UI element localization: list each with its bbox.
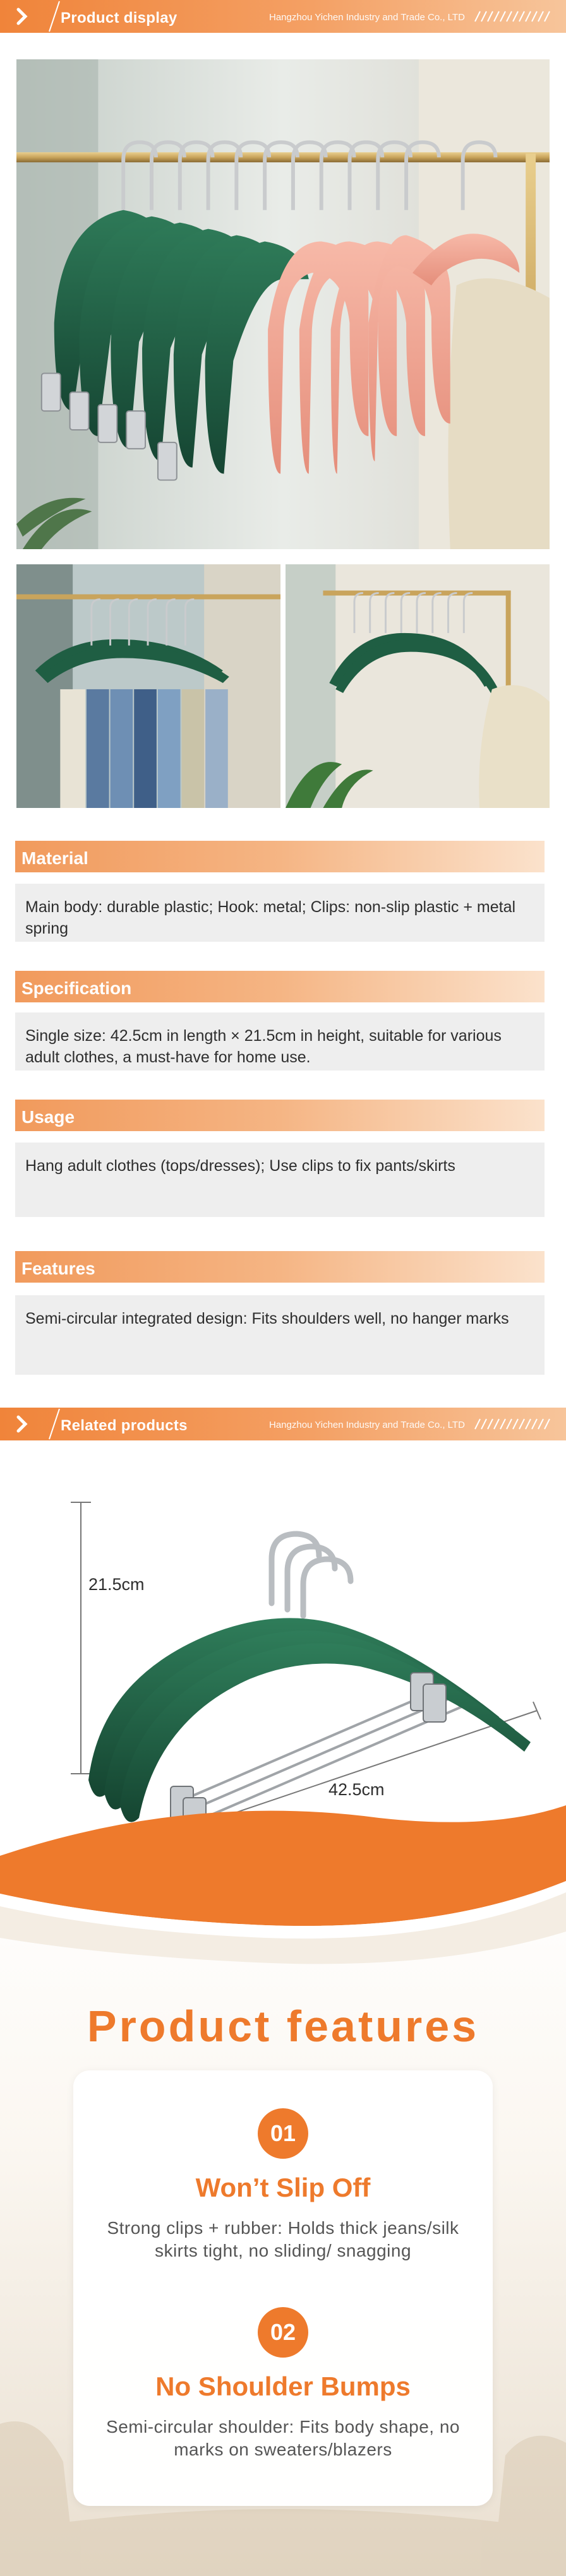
feature-item (73, 2307, 493, 2461)
section-header-features (15, 1251, 545, 1283)
chevron-right-icon (13, 7, 32, 26)
product-photo-left (15, 563, 282, 809)
feature-number-badge: 02 (258, 2307, 308, 2358)
feature-item (73, 2108, 493, 2262)
feature-title: Won’t Slip Off (195, 2173, 371, 2202)
section-text: Semi-circular integrated design: Fits shoulders well, no hanger marks (25, 1310, 509, 1327)
stripes-decoration-icon (471, 1418, 553, 1430)
section-text: Hang adult clothes (tops/dresses); Use clips to fix pants/skirts (25, 1157, 455, 1175)
length-dimension-label: 42.5cm (328, 1780, 385, 1799)
related-products-banner (0, 1408, 566, 1440)
section-body-usage (15, 1143, 545, 1217)
section-body-features (15, 1295, 545, 1375)
stripes-decoration-icon (471, 11, 553, 22)
product-features-title: Product features (87, 2002, 479, 2051)
company-name: Hangzhou Yichen Industry and Trade Co., LTD (269, 1420, 465, 1430)
product-display-banner (0, 0, 566, 33)
section-heading: Features (21, 1259, 95, 1278)
product-features-section (0, 1856, 566, 2576)
section-body-specification (15, 1012, 545, 1071)
section-header-specification (15, 971, 545, 1002)
hanger-dimension-illustration (0, 1477, 566, 1868)
feature-description: Semi-circular shoulder: Fits body shape, no marks on sweaters/blazers (106, 2417, 460, 2459)
section-text: Main body: durable plastic; Hook: metal; Clips: non-slip plastic + metal spring (25, 898, 516, 937)
section-body-material (15, 884, 545, 942)
feature-description: Strong clips + rubber: Holds thick jeans/silk skirts tight, no sliding/ snagging (107, 2218, 459, 2260)
product-photo-right (284, 563, 551, 809)
section-header-material (15, 841, 545, 872)
section-heading: Usage (21, 1107, 75, 1127)
feature-number-badge: 01 (258, 2108, 308, 2159)
chevron-right-icon (13, 1415, 32, 1433)
features-card (73, 2070, 493, 2506)
feature-title: No Shoulder Bumps (155, 2371, 411, 2401)
section-text: Single size: 42.5cm in length × 21.5cm in height, suitable for various adult clothes, a must-have for home use. (25, 1027, 502, 1066)
company-name: Hangzhou Yichen Industry and Trade Co., LTD (269, 12, 465, 23)
banner-title: Related products (61, 1417, 188, 1434)
section-heading: Material (21, 848, 88, 868)
section-heading: Specification (21, 978, 132, 998)
section-header-usage (15, 1100, 545, 1131)
main-product-photo (15, 58, 551, 550)
dimension-drawing (0, 1477, 566, 1868)
banner-title: Product display (61, 9, 178, 27)
height-dimension-label: 21.5cm (88, 1575, 145, 1594)
